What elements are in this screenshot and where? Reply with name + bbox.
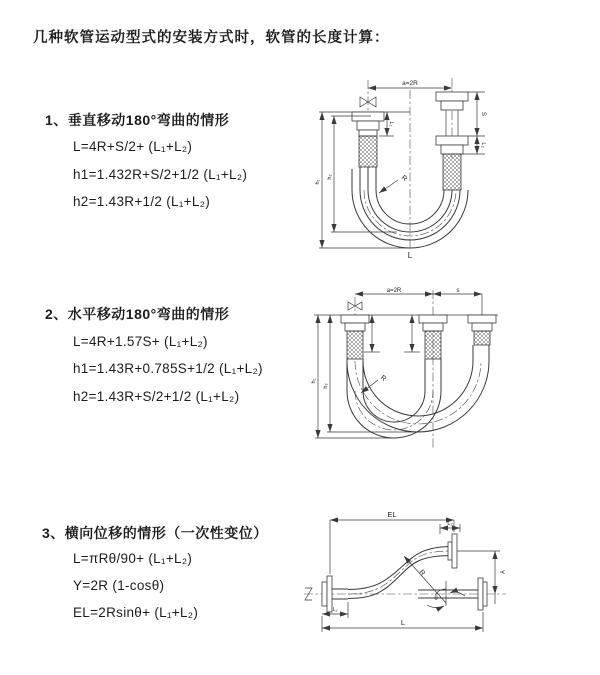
dimension-a2r [355,288,482,294]
right-flange-fitting [436,92,468,190]
dim-s-label: s [456,287,460,294]
hose-u-shifted-position [347,345,489,432]
diagram-3-drawing [300,506,596,654]
radius-label: R [378,374,388,384]
dimension-el [330,510,454,574]
section-3-formula-l: L=πRθ/90+ (L₁+L₂) [73,551,193,566]
middle-flange-fitting [419,315,447,359]
section-3-formula-el: EL=2Rsinθ+ (L₁+L₂) [73,605,199,620]
dim-a2r-label: a=2R [402,80,418,87]
dim-s-label: S [480,111,486,117]
dim-l2-label: L₂ [447,521,453,527]
section-2-formula-l: L=4R+1.57S+ (L₁+L₂) [73,334,208,349]
page-title: 几种软管运动型式的安装方式时，软管的长度计算： [33,30,390,46]
dim-l1-label: L₁ [332,607,338,613]
dimension-l [322,612,483,632]
radius-callout [379,174,408,193]
section-1-formula-h2: h2=1.43R+1/2 (L₁+L₂) [73,194,211,209]
dim-l1-label: L₁ [388,121,394,127]
dimension-s [468,92,486,136]
centerlines [355,287,482,450]
dim-a2r-label: a=2R [386,287,402,294]
dim-y-label: Y [498,569,505,575]
section-3-heading: 3、横向位移的情形（一次性变位） [42,525,268,541]
radius-label: R [399,174,409,184]
dim-l2-label: L₂ [480,142,486,148]
section-1-heading: 1、垂直移动180°弯曲的情形 [45,112,230,128]
dim-l-label: L [400,618,406,627]
diagram-1-drawing [315,72,590,262]
diagram-2-drawing [308,286,588,458]
section-3-formula-y: Y=2R (1-cosθ) [73,578,165,593]
fitting-length-ticks [364,315,420,352]
section-1-formula-l: L=4R+S/2+ (L₁+L₂) [73,139,193,154]
upper-right-flange [448,534,457,568]
dim-h2-label: h₂ [327,174,333,180]
dimension-l2 [440,521,460,534]
diagram-horizontal-bend [308,286,588,463]
hose-s-curve [348,547,452,599]
angle-theta-label: θ [434,596,438,602]
diagram-lateral-displacement [300,506,596,659]
section-2-formula-h2: h2=1.43R+S/2+1/2 (L₁+L₂) [73,389,240,404]
dim-h1-label: h₁ [315,179,321,185]
section-2-heading: 2、水平移动180°弯曲的情形 [45,306,230,322]
dim-h2-label: h₂ [323,383,329,389]
radius-label: R [417,568,427,578]
diagram-vertical-bend [315,72,590,267]
section-2-formula-h1: h1=1.43R+0.785S+1/2 (L₁+L₂) [73,361,263,376]
left-flange-fitting [341,315,369,359]
left-flange-fitting [352,112,384,167]
hose-u-original-position [347,359,441,438]
dimension-a2r [368,80,452,88]
length-label: L [407,251,413,260]
right-flange-fitting [468,315,496,345]
dim-el-label: EL [387,510,397,519]
dim-h1-label: h₁ [311,378,317,384]
section-1-formula-h1: h1=1.432R+S/2+1/2 (L₁+L₂) [73,167,248,182]
